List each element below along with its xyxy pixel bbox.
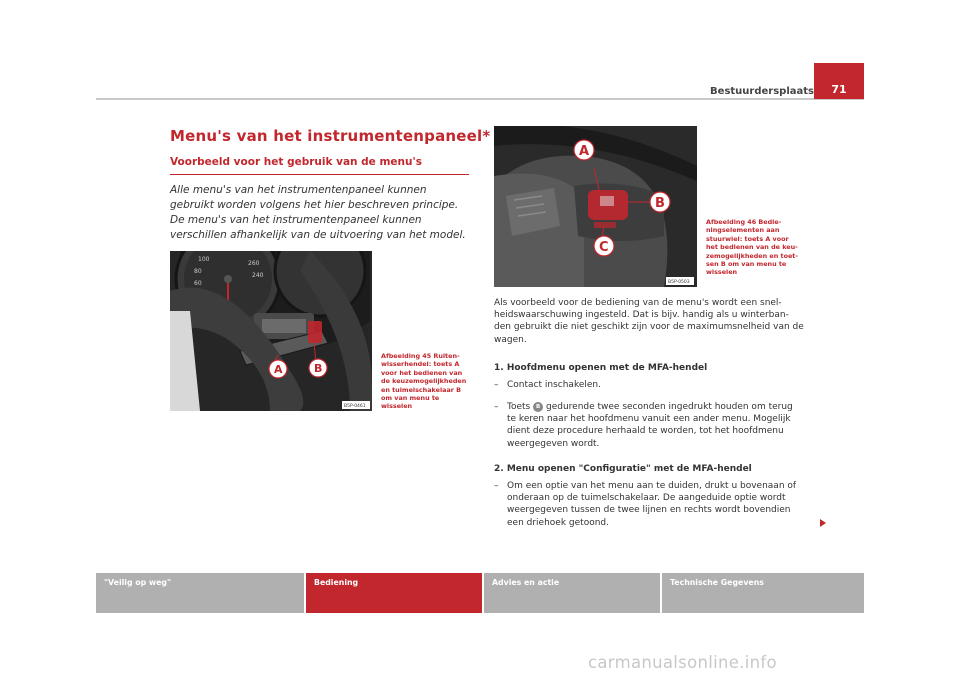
figure-code: B5P-0503 bbox=[668, 280, 690, 285]
figure-46-caption: Afbeelding 46 Bedie-ningselementen aan stuurwiel: toets A voor het bedienen van de keu-zemogelijkheden en toet-sen B om van menu te wisselen bbox=[706, 218, 798, 277]
gauge-tick-label: 60 bbox=[194, 280, 202, 287]
callout-b-label: B bbox=[314, 362, 323, 375]
figure-wiper-lever-image bbox=[170, 251, 372, 411]
gauge-tick-label: 100 bbox=[198, 256, 210, 263]
section-title: Menu's van het instrumentenpaneel* bbox=[170, 127, 491, 145]
figure-code: B5P-0461 bbox=[344, 404, 366, 409]
header-rule bbox=[96, 98, 864, 100]
figure-45-caption: Afbeelding 45 Ruiten-wisserhendel: toets A voor het bedienen van de keuzemogelijkheden en tuimelschakelaar B om van menu te wisselen bbox=[381, 352, 467, 411]
procedure-step bbox=[494, 401, 804, 450]
intro-paragraph: Alle menu's van het instrumentenpaneel kunnen gebruikt worden volgens het hier beschreven principe. De menu's van het instrumentenpaneel kunnen verschillen afhankelijk van de uitvoering van het model. bbox=[170, 184, 466, 241]
bullet-dash: – bbox=[494, 481, 499, 491]
procedure-heading-1: 1. Hoofdmenu openen met de MFA-hendel bbox=[494, 363, 708, 373]
page-number: 71 bbox=[814, 63, 864, 99]
footer-tab-veilig-op-weg[interactable]: "Veilig op weg" bbox=[96, 573, 304, 613]
callout-a-label: A bbox=[274, 363, 283, 376]
step-text: Contact inschakelen. bbox=[507, 380, 601, 390]
button-b-badge: B bbox=[533, 402, 543, 412]
bullet-dash: – bbox=[494, 380, 499, 390]
procedure-heading-2: 2. Menu openen "Configuratie" met de MFA-hendel bbox=[494, 464, 752, 474]
footer-tab-bediening[interactable]: Bediening bbox=[306, 573, 482, 613]
figure-steering-wheel-image bbox=[494, 126, 697, 287]
callout-c-label: C bbox=[599, 240, 609, 255]
step-text-after: gedurende twee seconden ingedrukt houden om terug te keren naar het hoofdmenu vanuit een ander menu. Mogelijk dient deze procedure herhaald te worden, tot het hoofdmenu weergegeven wordt. bbox=[507, 402, 793, 449]
running-header-title: Bestuurdersplaats bbox=[710, 86, 814, 97]
subsection-title: Voorbeeld voor het gebruik van de menu's bbox=[170, 156, 422, 168]
callout-a-label: A bbox=[579, 144, 590, 159]
bullet-dash: – bbox=[494, 402, 499, 412]
step-text: Om een optie van het menu aan te duiden, drukt u bovenaan of onderaan op de tuimelschakelaar. De aangeduide optie wordt weergegeven tussen de twee lijnen en rechts wordt bovendien een driehoek getoond. bbox=[507, 481, 797, 528]
gauge-tick-label: 80 bbox=[194, 268, 202, 275]
gauge-tick-label: 260 bbox=[248, 260, 260, 267]
callout-b-label: B bbox=[655, 196, 665, 211]
body-paragraph: Als voorbeeld voor de bediening van de menu's wordt een snel-heidswaarschuwing ingesteld. Dat is bijv. handig als u winterban-den gebruikt die niet geschikt zijn voor de maximumsnelheid van de wagen. bbox=[494, 298, 804, 345]
step-text bbox=[494, 401, 804, 450]
footer-tab-technische-gegevens[interactable]: Technische Gegevens bbox=[662, 573, 864, 613]
gauge-tick-label: 240 bbox=[252, 272, 264, 279]
subsection-rule bbox=[170, 174, 469, 175]
continue-arrow-icon bbox=[820, 519, 826, 527]
step-text-before: Toets bbox=[507, 402, 531, 412]
watermark: carmanualsonline.info bbox=[588, 653, 777, 672]
footer-tab-advies-en-actie[interactable]: Advies en actie bbox=[484, 573, 660, 613]
procedure-step bbox=[494, 480, 804, 529]
procedure-step bbox=[494, 379, 804, 391]
